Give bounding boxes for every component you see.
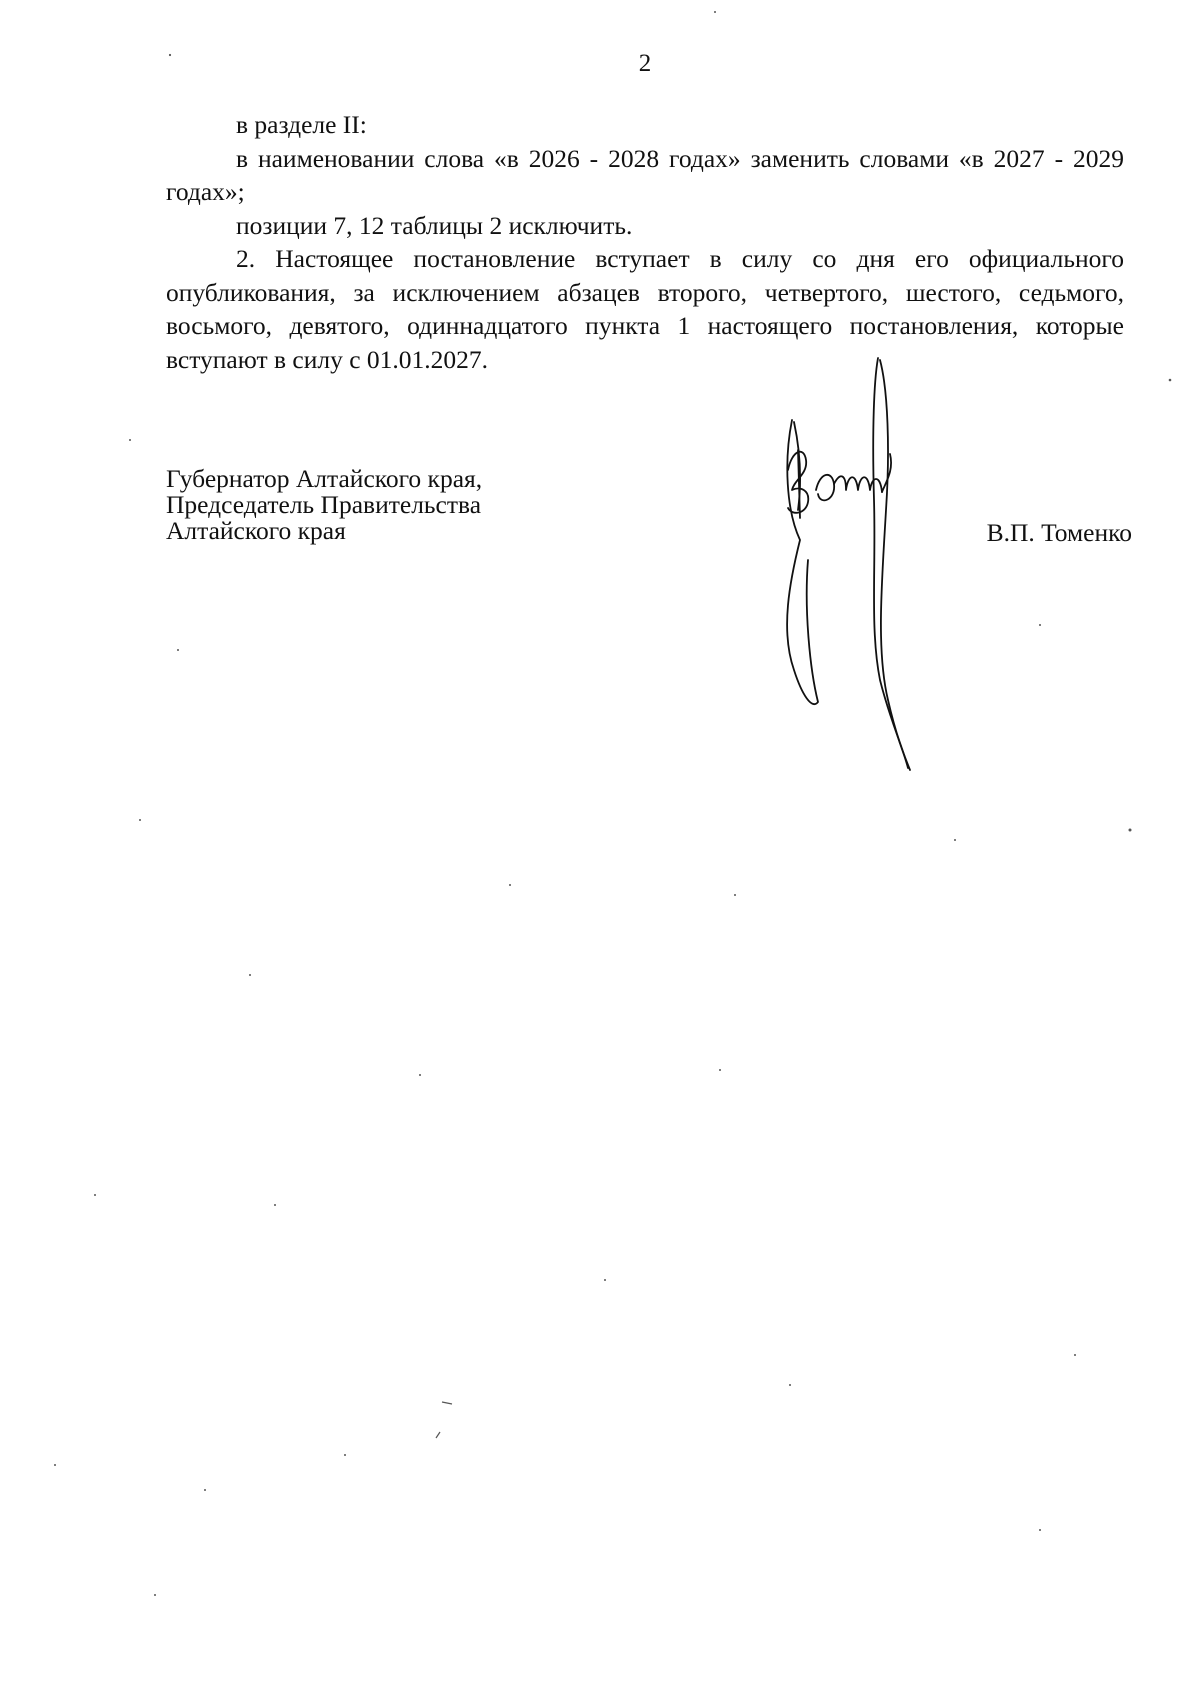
paragraph-table-positions: позиции 7, 12 таблицы 2 исключить. [236, 210, 633, 240]
signatory-position [166, 466, 482, 544]
signatory-position-line: Алтайского края [166, 516, 346, 545]
page-number: 2 [638, 50, 652, 77]
paragraph-section-ref: в разделе II: [236, 110, 367, 139]
signatory-position-line: Председатель Правительства [166, 490, 482, 519]
paragraph-effective-date: 2. Настоящее постановление вступает в силу со дня его официального опубликования, за исключением абзацев второго, четвертого, шестого, седьмого, восьмого, девятого, одиннадцатого пункта 1 настоящего постановления, которые вступают в силу с 01.01.2027. [166, 244, 1124, 374]
signatory-position-line: Губернатор Алтайского края, [166, 464, 483, 493]
paragraph-title-change: в наименовании слова «в 2026 - 2028 годах» заменить словами «в 2027 - 2029 годах»; [166, 143, 1124, 206]
signatory-name: В.П. Томенко [986, 518, 1132, 547]
handwritten-signature [770, 350, 970, 780]
document-body [166, 108, 1124, 376]
